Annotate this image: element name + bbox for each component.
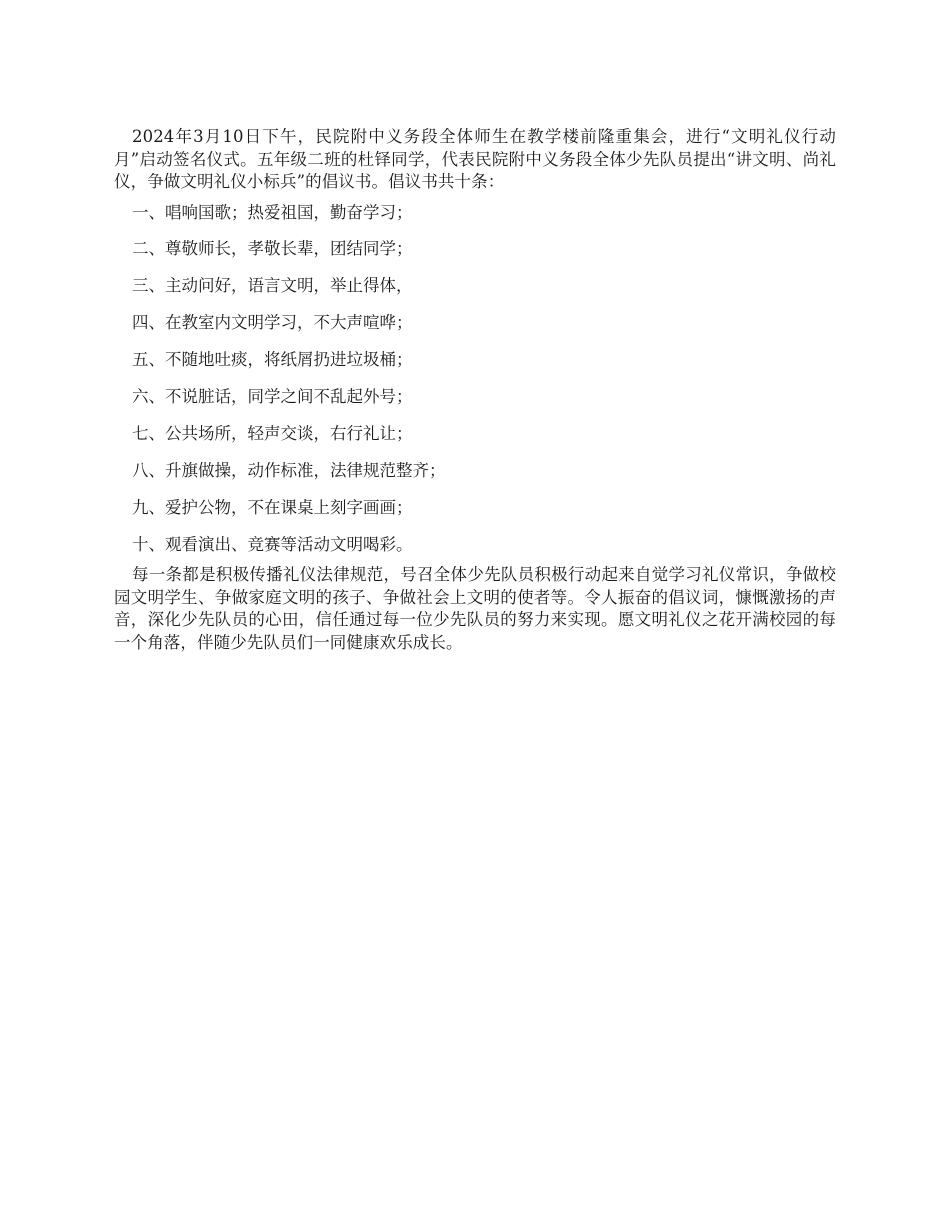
proposal-item-6: 六、不说脏话，同学之间不乱起外号； <box>132 386 413 406</box>
proposal-item-9: 九、爱护公物，不在课桌上刻字画画； <box>132 497 413 517</box>
document-body <box>114 126 836 654</box>
proposal-item-2: 二、尊敬师长，孝敬长辈，团结同学； <box>132 239 413 259</box>
closing-paragraph: 每一条都是积极传播礼仪法律规范，号召全体少先队员积极行动起来自觉学习礼仪常识，争做校园文明学生、争做家庭文明的孩子、争做社会上文明的使者等。令人振奋的倡议词，慷慨激扬的声音，深化少先队员的心田，信任通过每一位少先队员的努力来实现。愿文明礼仪之花开满校园的每一个角落，伴随少先队员们一同健康欢乐成长。 <box>114 565 836 652</box>
proposal-item-4: 四、在教室内文明学习，不大声喧哗； <box>132 313 413 333</box>
proposal-item-10: 十、观看演出、竞赛等活动文明喝彩。 <box>132 534 413 554</box>
proposal-item-5: 五、不随地吐痰，将纸屑扔进垃圾桶； <box>132 350 413 370</box>
proposal-item-3: 三、主动问好，语言文明，举止得体， <box>132 276 413 296</box>
proposal-item-1: 一、唱响国歌；热爱祖国，勤奋学习； <box>132 202 413 222</box>
proposal-item-7: 七、公共场所，轻声交谈，右行礼让； <box>132 423 413 443</box>
proposal-item-8: 八、升旗做操，动作标准，法律规范整齐； <box>132 460 446 480</box>
proposal-list <box>114 202 836 557</box>
intro-paragraph: 2024年3月10日下午，民院附中义务段全体师生在教学楼前隆重集会，进行“文明礼仪行动月”启动签名仪式。五年级二班的杜铎同学，代表民院附中义务段全体少先队员提出“讲文明、尚礼仪，争做文明礼仪小标兵”的倡议书。倡议书共十条： <box>114 127 836 191</box>
